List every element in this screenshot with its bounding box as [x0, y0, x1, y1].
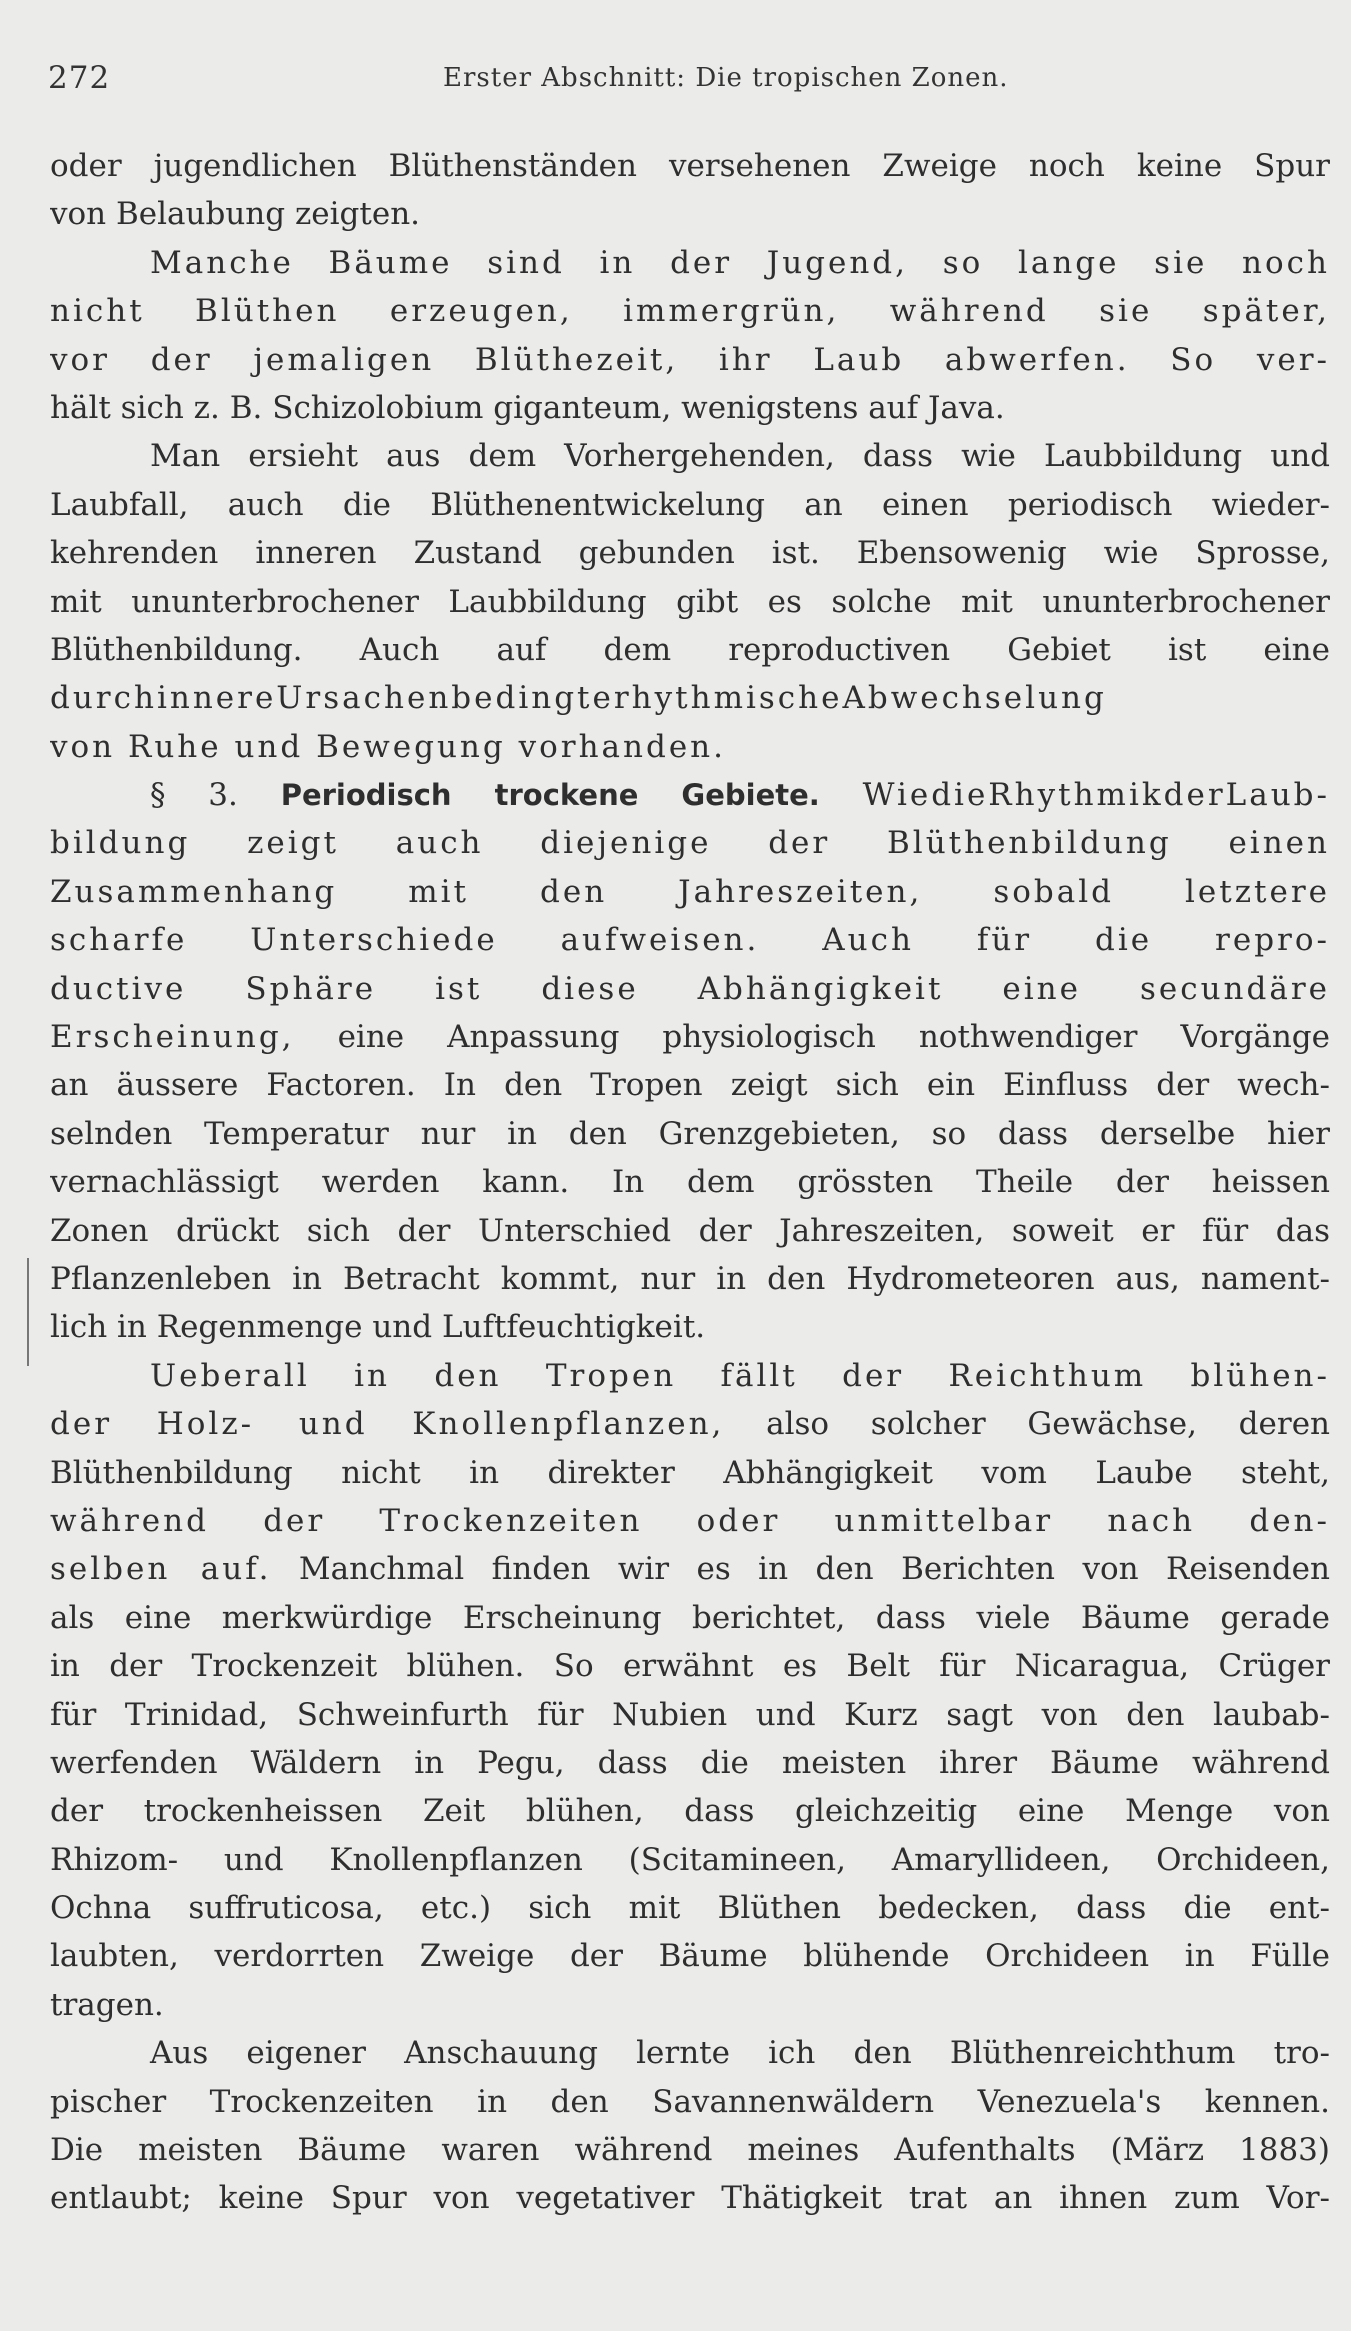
text-line: als eine merkwürdige Erscheinung berichtet, dass viele Bäume gerade — [50, 1599, 1330, 1636]
body-text — [50, 142, 1330, 2223]
text-line: Zusammenhang mit den Jahreszeiten, sobald letztere — [50, 873, 1330, 910]
text-segment: also solcher Gewächse, deren — [766, 1406, 1330, 1443]
text-line: von Ruhe und Bewegung vorhanden. — [50, 728, 726, 765]
text-line: bildung zeigt auch diejenige der Blüthenbildung einen — [50, 825, 1330, 862]
text-line: kehrenden inneren Zustand gebunden ist. Ebensowenig wie Sprosse, — [50, 535, 1330, 572]
page-number: 272 — [48, 60, 111, 96]
text-line: tragen. — [50, 1986, 164, 2023]
page-header — [48, 60, 1328, 104]
section-heading-line — [50, 771, 1330, 819]
text-segment: Manchmal finden wir es in den Berichten von Reisenden — [298, 1551, 1330, 1588]
text-line: Manche Bäume sind in der Jugend, so lange sie noch — [150, 244, 1330, 281]
text-line: Die meisten Bäume waren während meines Aufenthalts (März 1883) — [50, 2132, 1330, 2169]
text-line: Aus eigener Anschauung lernte ich den Blüthenreichthum tro- — [150, 2035, 1330, 2072]
margin-mark — [27, 1258, 29, 1366]
text-line: lich in Regenmenge und Luftfeuchtigkeit. — [50, 1309, 706, 1346]
text-line: werfenden Wäldern in Pegu, dass die meisten ihrer Bäume während — [50, 1744, 1330, 1781]
text-line: von Belaubung zeigten. — [50, 196, 421, 233]
text-line: an äussere Factoren. In den Tropen zeigt sich ein Einfluss der wech- — [50, 1067, 1330, 1104]
text-line: Rhizom- und Knollenpflanzen (Scitamineen, Amaryllideen, Orchideen, — [50, 1841, 1330, 1878]
text-line — [50, 1400, 1330, 1448]
text-line: hält sich z. B. Schizolobium giganteum, wenigstens auf Java. — [50, 389, 1005, 426]
text-line: selnden Temperatur nur in den Grenzgebieten, so dass derselbe hier — [50, 1115, 1330, 1152]
text-line: vor der jemaligen Blüthezeit, ihr Laub abwerfen. So ver- — [50, 341, 1330, 378]
text-line — [50, 1013, 1330, 1061]
text-line: für Trinidad, Schweinfurth für Nubien und Kurz sagt von den laubab- — [50, 1696, 1330, 1733]
text-line: Man ersieht aus dem Vorhergehenden, dass wie Laubbildung und — [150, 438, 1330, 475]
text-line: oder jugendlichen Blüthenständen versehenen Zweige noch keine Spur — [50, 148, 1330, 184]
text-line: in der Trockenzeit blühen. So erwähnt es Belt für Nicaragua, Crüger — [50, 1648, 1330, 1685]
text-line: scharfe Unterschiede aufweisen. Auch für die repro- — [50, 922, 1330, 959]
text-line: Ochna suffruticosa, etc.) sich mit Blüthen bedecken, dass die ent- — [50, 1890, 1330, 1927]
text-segment: Erscheinung, — [50, 1019, 295, 1056]
text-line: durchinnereUrsachenbedingterhythmischeAbwechselung — [50, 680, 1107, 717]
text-line: laubten, verdorrten Zweige der Bäume blühende Orchideen in Fülle — [50, 1938, 1330, 1975]
text-line: Blüthenbildung. Auch auf dem reproductiven Gebiet ist eine — [50, 631, 1330, 668]
text-segment: selben auf. — [50, 1551, 272, 1588]
text-segment: WiedieRhythmikderLaub- — [862, 777, 1330, 814]
text-line: pischer Trockenzeiten in den Savannenwäldern Venezuela's kennen. — [50, 2083, 1330, 2120]
text-line: Blüthenbildung nicht in direkter Abhängigkeit vom Laube steht, — [50, 1454, 1330, 1491]
section-number: § 3. — [150, 777, 238, 814]
text-line: Pflanzenleben in Betracht kommt, nur in den Hydrometeoren aus, nament- — [50, 1260, 1330, 1297]
text-line: entlaubt; keine Spur von vegetativer Thätigkeit trat an ihnen zum Vor- — [50, 2180, 1330, 2217]
text-line: nicht Blüthen erzeugen, immergrün, während sie später, — [50, 293, 1330, 330]
section-heading: Periodisch trockene Gebiete. — [280, 778, 820, 813]
text-line: Ueberall in den Tropen fällt der Reichthum blühen- — [150, 1357, 1330, 1394]
text-line: der trockenheissen Zeit blühen, dass gleichzeitig eine Menge von — [50, 1793, 1330, 1830]
text-line — [50, 1545, 1330, 1593]
text-line: ductive Sphäre ist diese Abhängigkeit eine secundäre — [50, 970, 1330, 1007]
running-title: Erster Abschnitt: Die tropischen Zonen. — [443, 63, 1009, 93]
text-line: Laubfall, auch die Blüthenentwickelung an einen periodisch wieder- — [50, 486, 1330, 523]
text-segment: der Holz- und Knollenpflanzen, — [50, 1406, 725, 1443]
text-line: vernachlässigt werden kann. In dem grössten Theile der heissen — [50, 1164, 1330, 1201]
text-line: Zonen drückt sich der Unterschied der Jahreszeiten, soweit er für das — [50, 1212, 1330, 1249]
text-line: während der Trockenzeiten oder unmittelbar nach den- — [50, 1502, 1330, 1539]
text-line: mit ununterbrochener Laubbildung gibt es solche mit ununterbrochener — [50, 583, 1330, 620]
text-segment: eine Anpassung physiologisch nothwendiger Vorgänge — [337, 1019, 1330, 1056]
